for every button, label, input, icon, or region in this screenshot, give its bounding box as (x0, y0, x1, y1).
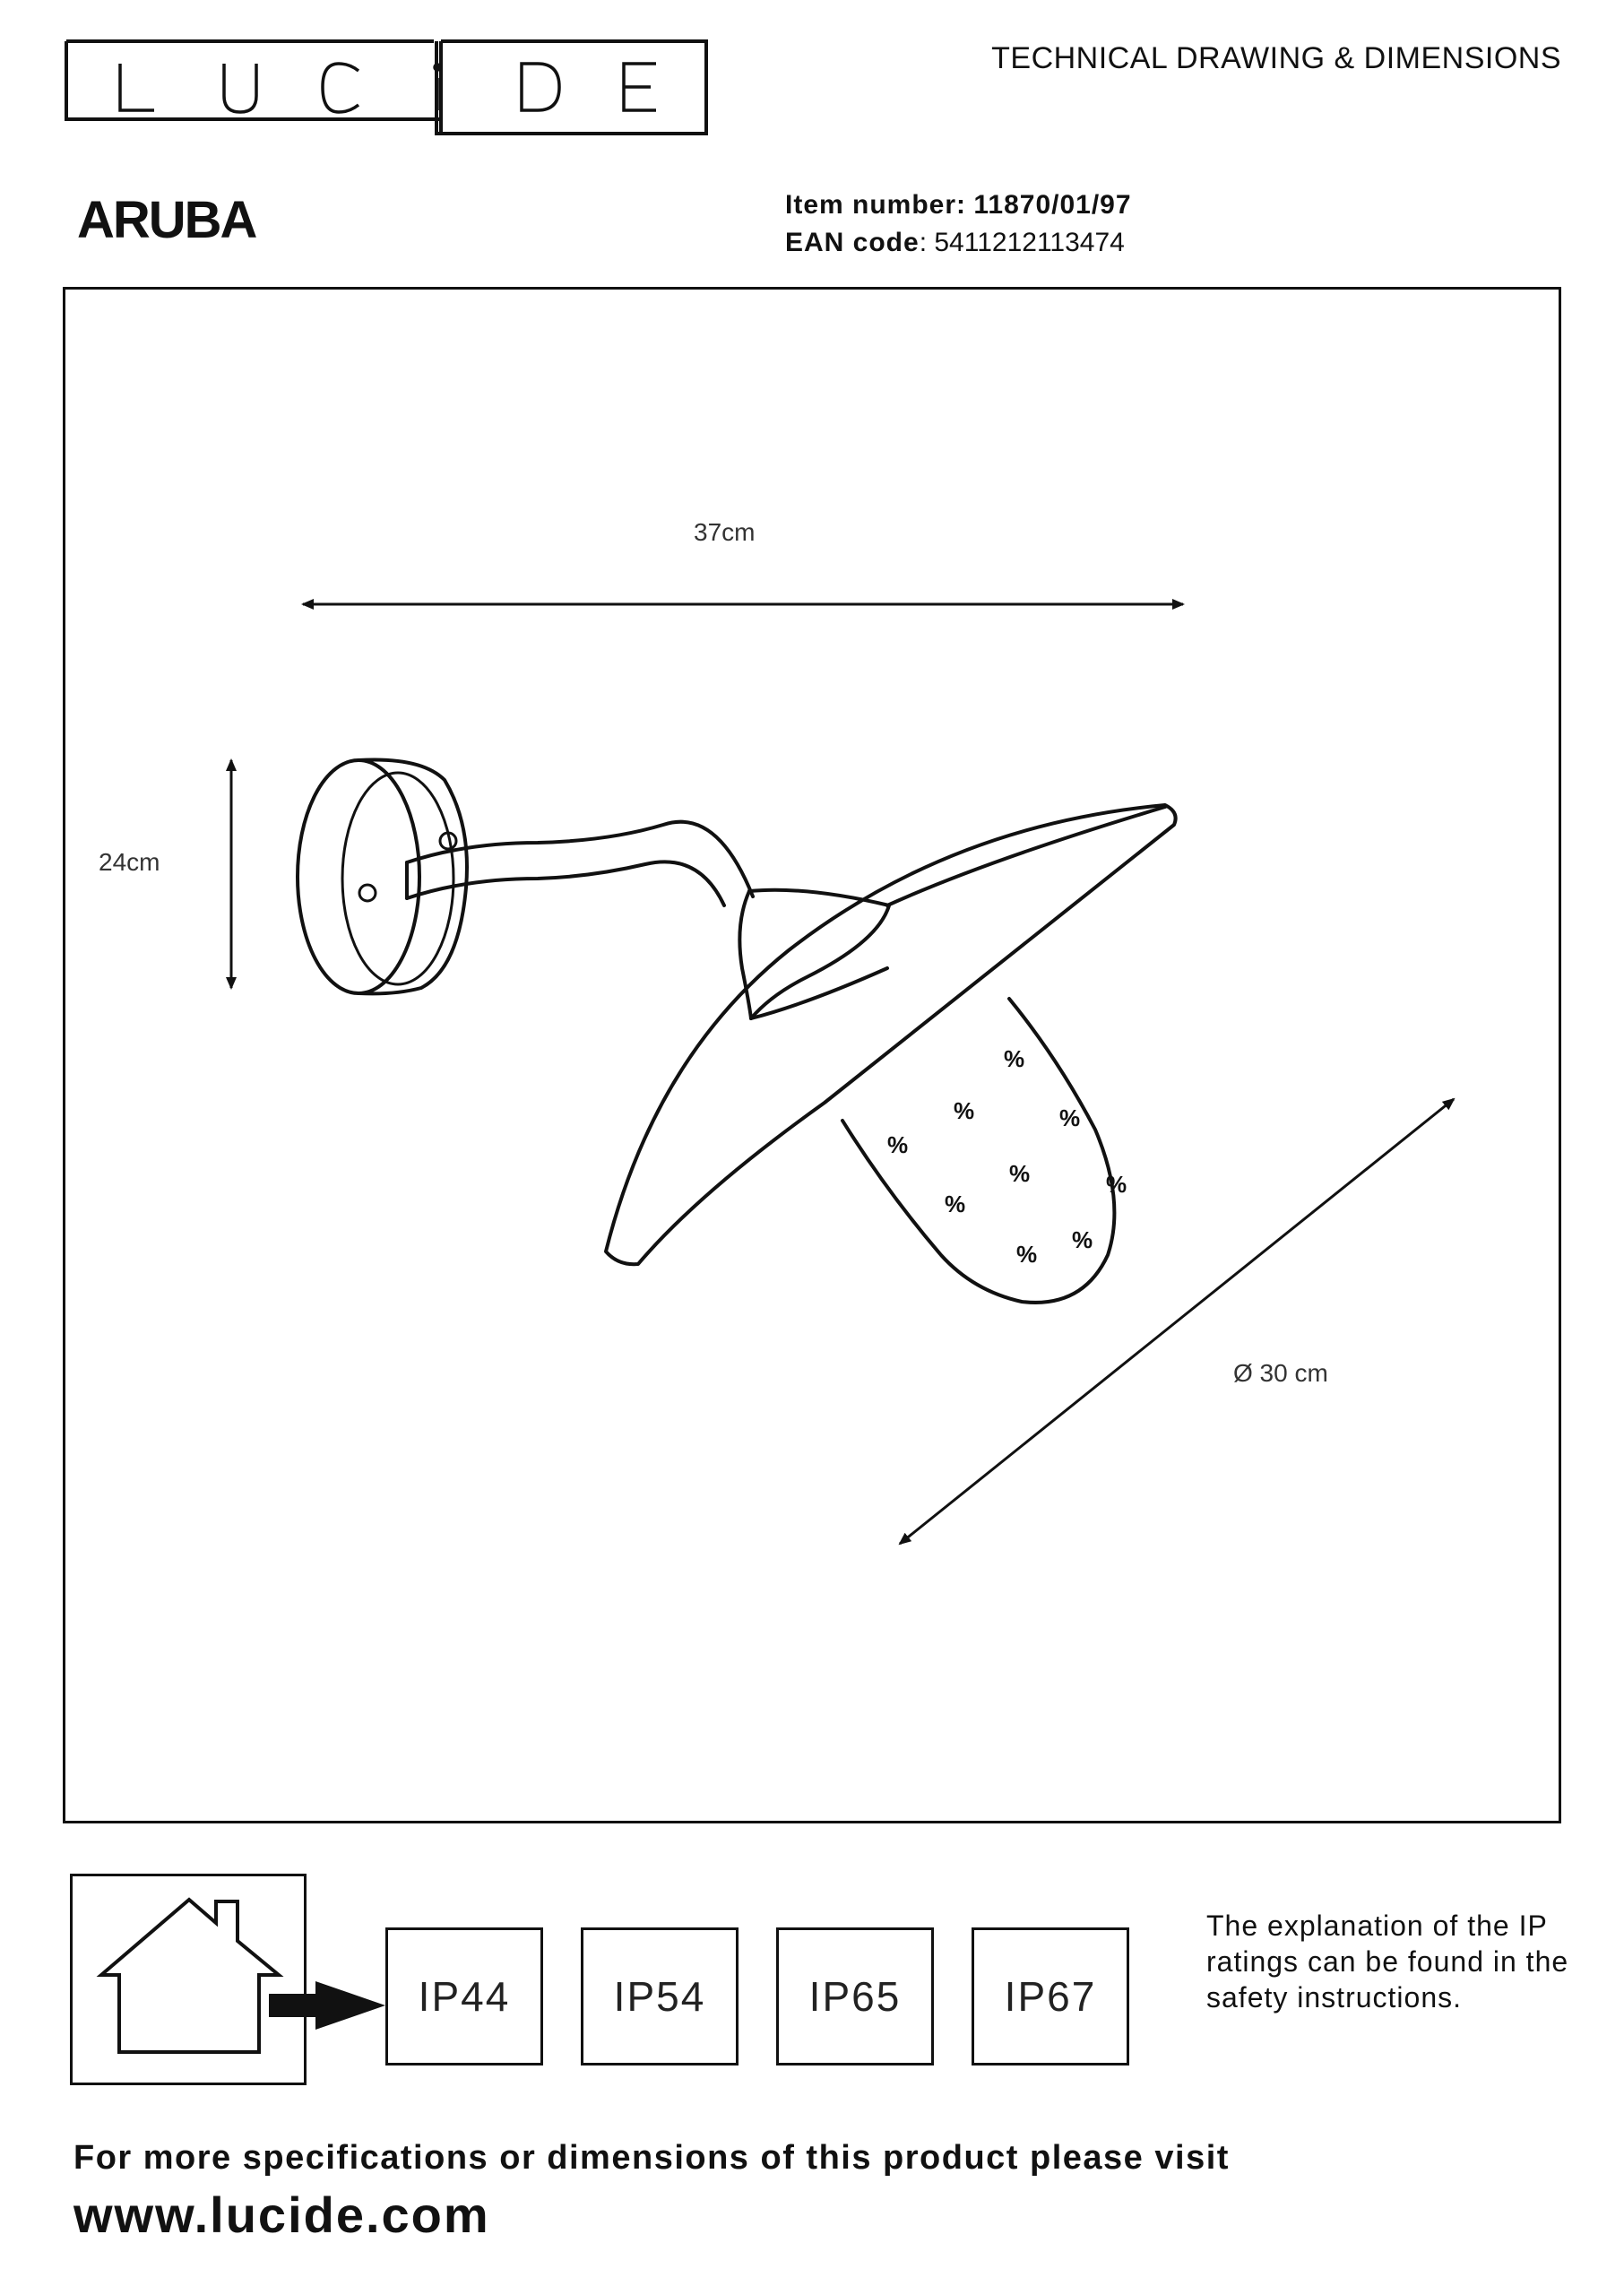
svg-text:%: % (887, 1131, 909, 1158)
item-number-label: Item number: (785, 190, 967, 220)
svg-text:%: % (1072, 1226, 1093, 1253)
arrow-right-icon (269, 1979, 387, 2033)
ip-rating-ip54: IP54 (581, 1927, 739, 2066)
svg-text:%: % (1004, 1045, 1025, 1072)
footer-website-link[interactable]: www.lucide.com (73, 2187, 490, 2243)
ip-rating-ip44: IP44 (385, 1927, 543, 2066)
svg-text:%: % (1106, 1171, 1127, 1198)
footer-text: For more specifications or dimensions of this product please visit (73, 2139, 1230, 2177)
svg-text:%: % (945, 1191, 966, 1217)
ip-explanation-note: The explanation of the IP ratings can be found in the safety instructions. (1206, 1910, 1569, 2014)
wall-plate (298, 760, 419, 993)
svg-text:%: % (1059, 1104, 1081, 1131)
width-label: 37cm (694, 518, 756, 546)
ean-label: EAN code (785, 228, 920, 257)
document-title: TECHNICAL DRAWING & DIMENSIONS (991, 41, 1561, 75)
svg-text:%: % (1009, 1160, 1031, 1187)
height-label: 24cm (99, 848, 160, 876)
ip-rating-ip65: IP65 (776, 1927, 934, 2066)
svg-text:%: % (1016, 1241, 1038, 1268)
product-name: ARUBA (77, 191, 256, 249)
svg-text:%: % (954, 1097, 975, 1124)
ip-rating-ip67: IP67 (972, 1927, 1129, 2066)
item-number-value: 11870/01/97 (973, 190, 1132, 220)
diameter-dimension-line (900, 1099, 1454, 1544)
diameter-label: Ø 30 cm (1233, 1359, 1328, 1387)
ean-value: : 5411212113474 (919, 228, 1125, 257)
